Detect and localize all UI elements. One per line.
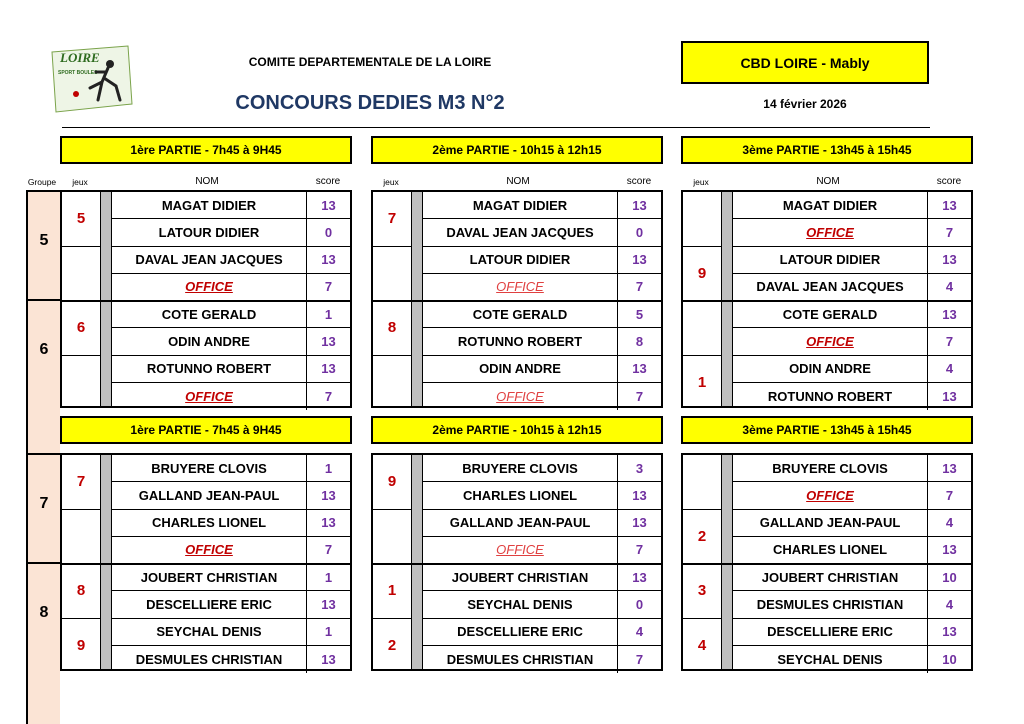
player-name: ODIN ANDRE — [112, 328, 306, 355]
court-number: 7 — [373, 192, 411, 247]
court-number: 1 — [373, 564, 411, 619]
player-name: DESCELLIERE ERIC — [423, 619, 617, 646]
player-score: 7 — [617, 274, 661, 301]
player-name: COTE GERALD — [112, 301, 306, 328]
player-name: LATOUR DIDIER — [423, 247, 617, 274]
player-name: JOUBERT CHRISTIAN — [733, 564, 927, 591]
court-number — [62, 247, 100, 302]
player-name: SEYCHAL DENIS — [423, 591, 617, 618]
player-score: 1 — [306, 455, 350, 482]
player-score: 1 — [306, 619, 350, 646]
player-name: GALLAND JEAN-PAUL — [112, 482, 306, 509]
player-score: 7 — [927, 328, 971, 355]
player-name: SEYCHAL DENIS — [777, 651, 883, 667]
player-score: 13 — [927, 301, 971, 328]
separator-bar — [411, 455, 423, 669]
player-score: 5 — [617, 301, 661, 328]
court-number — [373, 356, 411, 411]
col-header-groupe: Groupe — [27, 177, 57, 187]
player-score: 13 — [306, 247, 350, 274]
player-name: BRUYERE CLOVIS — [112, 455, 306, 482]
partie-header: 1ère PARTIE - 7h45 à 9H45 — [60, 416, 352, 444]
player-name: LATOUR DIDIER — [733, 247, 927, 274]
partie-header: 2ème PARTIE - 10h15 à 12h15 — [371, 136, 663, 164]
loire-sport-boules-logo — [46, 42, 136, 118]
col-header-nom: NOM — [195, 176, 219, 187]
player-name: OFFICE — [423, 537, 617, 564]
group-number: 8 — [39, 604, 49, 621]
player-score: 7 — [306, 537, 350, 564]
player-name: BRUYERE CLOVIS — [733, 455, 927, 482]
court-number — [683, 455, 721, 510]
player-score: 8 — [617, 328, 661, 355]
player-name: OFFICE — [185, 388, 233, 404]
group-separator — [26, 299, 60, 301]
court-number — [62, 510, 100, 565]
player-name: MAGAT DIDIER — [423, 192, 617, 219]
player-name: COTE GERALD — [423, 301, 617, 328]
player-score: 13 — [306, 482, 350, 509]
court-number — [683, 192, 721, 247]
court-number: 7 — [62, 455, 100, 510]
court-number: 8 — [373, 301, 411, 356]
player-score: 13 — [927, 247, 971, 274]
event-date: 14 février 2026 — [763, 97, 847, 111]
player-name: SEYCHAL DENIS — [112, 619, 306, 646]
block-divider — [373, 300, 661, 302]
partie-header: 3ème PARTIE - 13h45 à 15h45 — [681, 136, 973, 164]
partie-header: 3ème PARTIE - 13h45 à 15h45 — [681, 416, 973, 444]
player-score: 7 — [927, 482, 971, 509]
group-number: 5 — [39, 232, 49, 249]
player-score: 0 — [617, 219, 661, 246]
header-divider — [62, 127, 930, 128]
player-score: 4 — [927, 591, 971, 618]
player-name: GALLAND JEAN-PAUL — [733, 510, 927, 537]
match-block — [371, 453, 663, 671]
player-score: 4 — [927, 510, 971, 537]
col-header-jeux: jeux — [383, 177, 399, 187]
player-score: 13 — [927, 455, 971, 482]
group-separator — [26, 562, 60, 564]
player-score: 13 — [306, 356, 350, 383]
player-score: 13 — [927, 537, 971, 564]
separator-bar — [411, 192, 423, 406]
court-number: 9 — [373, 455, 411, 510]
match-block — [60, 453, 352, 671]
court-number: 5 — [62, 192, 100, 247]
player-score: 13 — [306, 591, 350, 618]
partie-header: 2ème PARTIE - 10h15 à 12h15 — [371, 416, 663, 444]
player-name: DESCELLIERE ERIC — [733, 619, 927, 646]
player-name: COTE GERALD — [733, 301, 927, 328]
player-score: 13 — [617, 192, 661, 219]
player-name: ODIN ANDRE — [733, 356, 927, 383]
court-number: 6 — [62, 301, 100, 356]
court-number: 8 — [62, 564, 100, 619]
player-score: 13 — [617, 482, 661, 509]
player-score: 13 — [306, 328, 350, 355]
col-header-nom: NOM — [816, 176, 840, 187]
player-score: 1 — [306, 564, 350, 591]
court-number: 9 — [683, 247, 721, 302]
match-block — [371, 190, 663, 408]
court-number: 3 — [683, 564, 721, 619]
separator-bar — [721, 455, 733, 669]
player-score: 13 — [617, 356, 661, 383]
col-header-score: score — [936, 176, 962, 187]
player-score: 7 — [617, 646, 661, 673]
player-score: 1 — [306, 301, 350, 328]
player-name: DAVAL JEAN JACQUES — [733, 274, 927, 301]
group-number: 6 — [39, 341, 49, 358]
block-divider — [62, 563, 350, 565]
player-score: 4 — [927, 356, 971, 383]
col-header-score: score — [626, 176, 652, 187]
player-name: DESMULES CHRISTIAN — [135, 651, 283, 667]
col-header-jeux: jeux — [72, 177, 88, 187]
player-name: MAGAT DIDIER — [112, 192, 306, 219]
player-score: 13 — [617, 247, 661, 274]
player-name: DESCELLIERE ERIC — [112, 591, 306, 618]
logo-text-bottom: SPORT BOULES — [58, 70, 98, 76]
player-name: DESMULES CHRISTIAN — [733, 591, 927, 618]
court-number: 1 — [697, 374, 707, 392]
court-number: 2 — [387, 637, 397, 655]
player-name: DAVAL JEAN JACQUES — [423, 219, 617, 246]
player-score: 13 — [306, 510, 350, 537]
match-block — [60, 190, 352, 408]
player-score: 4 — [617, 619, 661, 646]
col-header-jeux: jeux — [693, 177, 709, 187]
player-name: ROTUNNO ROBERT — [112, 356, 306, 383]
player-name: MAGAT DIDIER — [733, 192, 927, 219]
col-header-score: score — [315, 176, 341, 187]
player-score: 7 — [306, 383, 350, 410]
match-block — [681, 190, 973, 408]
club-box: CBD LOIRE - Mably — [681, 41, 929, 84]
court-number: 2 — [683, 510, 721, 565]
block-divider — [373, 563, 661, 565]
player-name: CHARLES LIONEL — [112, 510, 306, 537]
player-score: 10 — [927, 646, 971, 673]
player-name: CHARLES LIONEL — [733, 537, 927, 564]
court-number — [373, 247, 411, 302]
court-number — [683, 301, 721, 356]
player-name: OFFICE — [733, 482, 927, 509]
player-score: 13 — [927, 619, 971, 646]
separator-bar — [100, 192, 112, 406]
player-name: DAVAL JEAN JACQUES — [112, 247, 306, 274]
player-name: ODIN ANDRE — [423, 356, 617, 383]
logo-text-top: LOIRE — [60, 50, 100, 65]
block-divider — [683, 563, 971, 565]
player-name: LATOUR DIDIER — [112, 219, 306, 246]
player-name: OFFICE — [733, 328, 927, 355]
organization-name: COMITE DEPARTEMENTALE DE LA LOIRE — [248, 55, 492, 69]
separator-bar — [721, 192, 733, 406]
page-title: CONCOURS DEDIES M3 N°2 — [235, 92, 505, 114]
col-header-nom: NOM — [506, 176, 530, 187]
player-name: ROTUNNO ROBERT — [767, 388, 893, 404]
partie-header: 1ère PARTIE - 7h45 à 9H45 — [60, 136, 352, 164]
player-score: 0 — [617, 591, 661, 618]
match-block — [681, 453, 973, 671]
player-name: OFFICE — [423, 274, 617, 301]
block-divider — [62, 300, 350, 302]
player-score: 10 — [927, 564, 971, 591]
player-score: 7 — [927, 219, 971, 246]
player-name: OFFICE — [733, 219, 927, 246]
player-name: OFFICE — [496, 388, 544, 404]
block-divider — [683, 300, 971, 302]
player-score: 13 — [617, 510, 661, 537]
player-name: BRUYERE CLOVIS — [423, 455, 617, 482]
player-name: GALLAND JEAN-PAUL — [423, 510, 617, 537]
player-score: 13 — [617, 564, 661, 591]
player-name: OFFICE — [112, 537, 306, 564]
player-score: 7 — [617, 383, 661, 410]
player-score: 13 — [927, 192, 971, 219]
separator-bar — [100, 455, 112, 669]
player-name: DESMULES CHRISTIAN — [446, 651, 594, 667]
player-name: OFFICE — [112, 274, 306, 301]
player-score: 13 — [927, 383, 971, 410]
player-name: JOUBERT CHRISTIAN — [112, 564, 306, 591]
group-cell — [26, 562, 60, 724]
player-score: 13 — [306, 646, 350, 673]
player-score: 0 — [306, 219, 350, 246]
player-name: CHARLES LIONEL — [423, 482, 617, 509]
player-score: 7 — [306, 274, 350, 301]
group-number: 7 — [39, 495, 49, 512]
court-number: 9 — [76, 637, 86, 655]
player-score: 3 — [617, 455, 661, 482]
player-name: ROTUNNO ROBERT — [423, 328, 617, 355]
court-number — [62, 356, 100, 411]
player-score: 7 — [617, 537, 661, 564]
player-score: 4 — [927, 274, 971, 301]
court-number — [373, 510, 411, 565]
player-name: JOUBERT CHRISTIAN — [423, 564, 617, 591]
court-number: 4 — [697, 637, 707, 655]
player-score: 13 — [306, 192, 350, 219]
